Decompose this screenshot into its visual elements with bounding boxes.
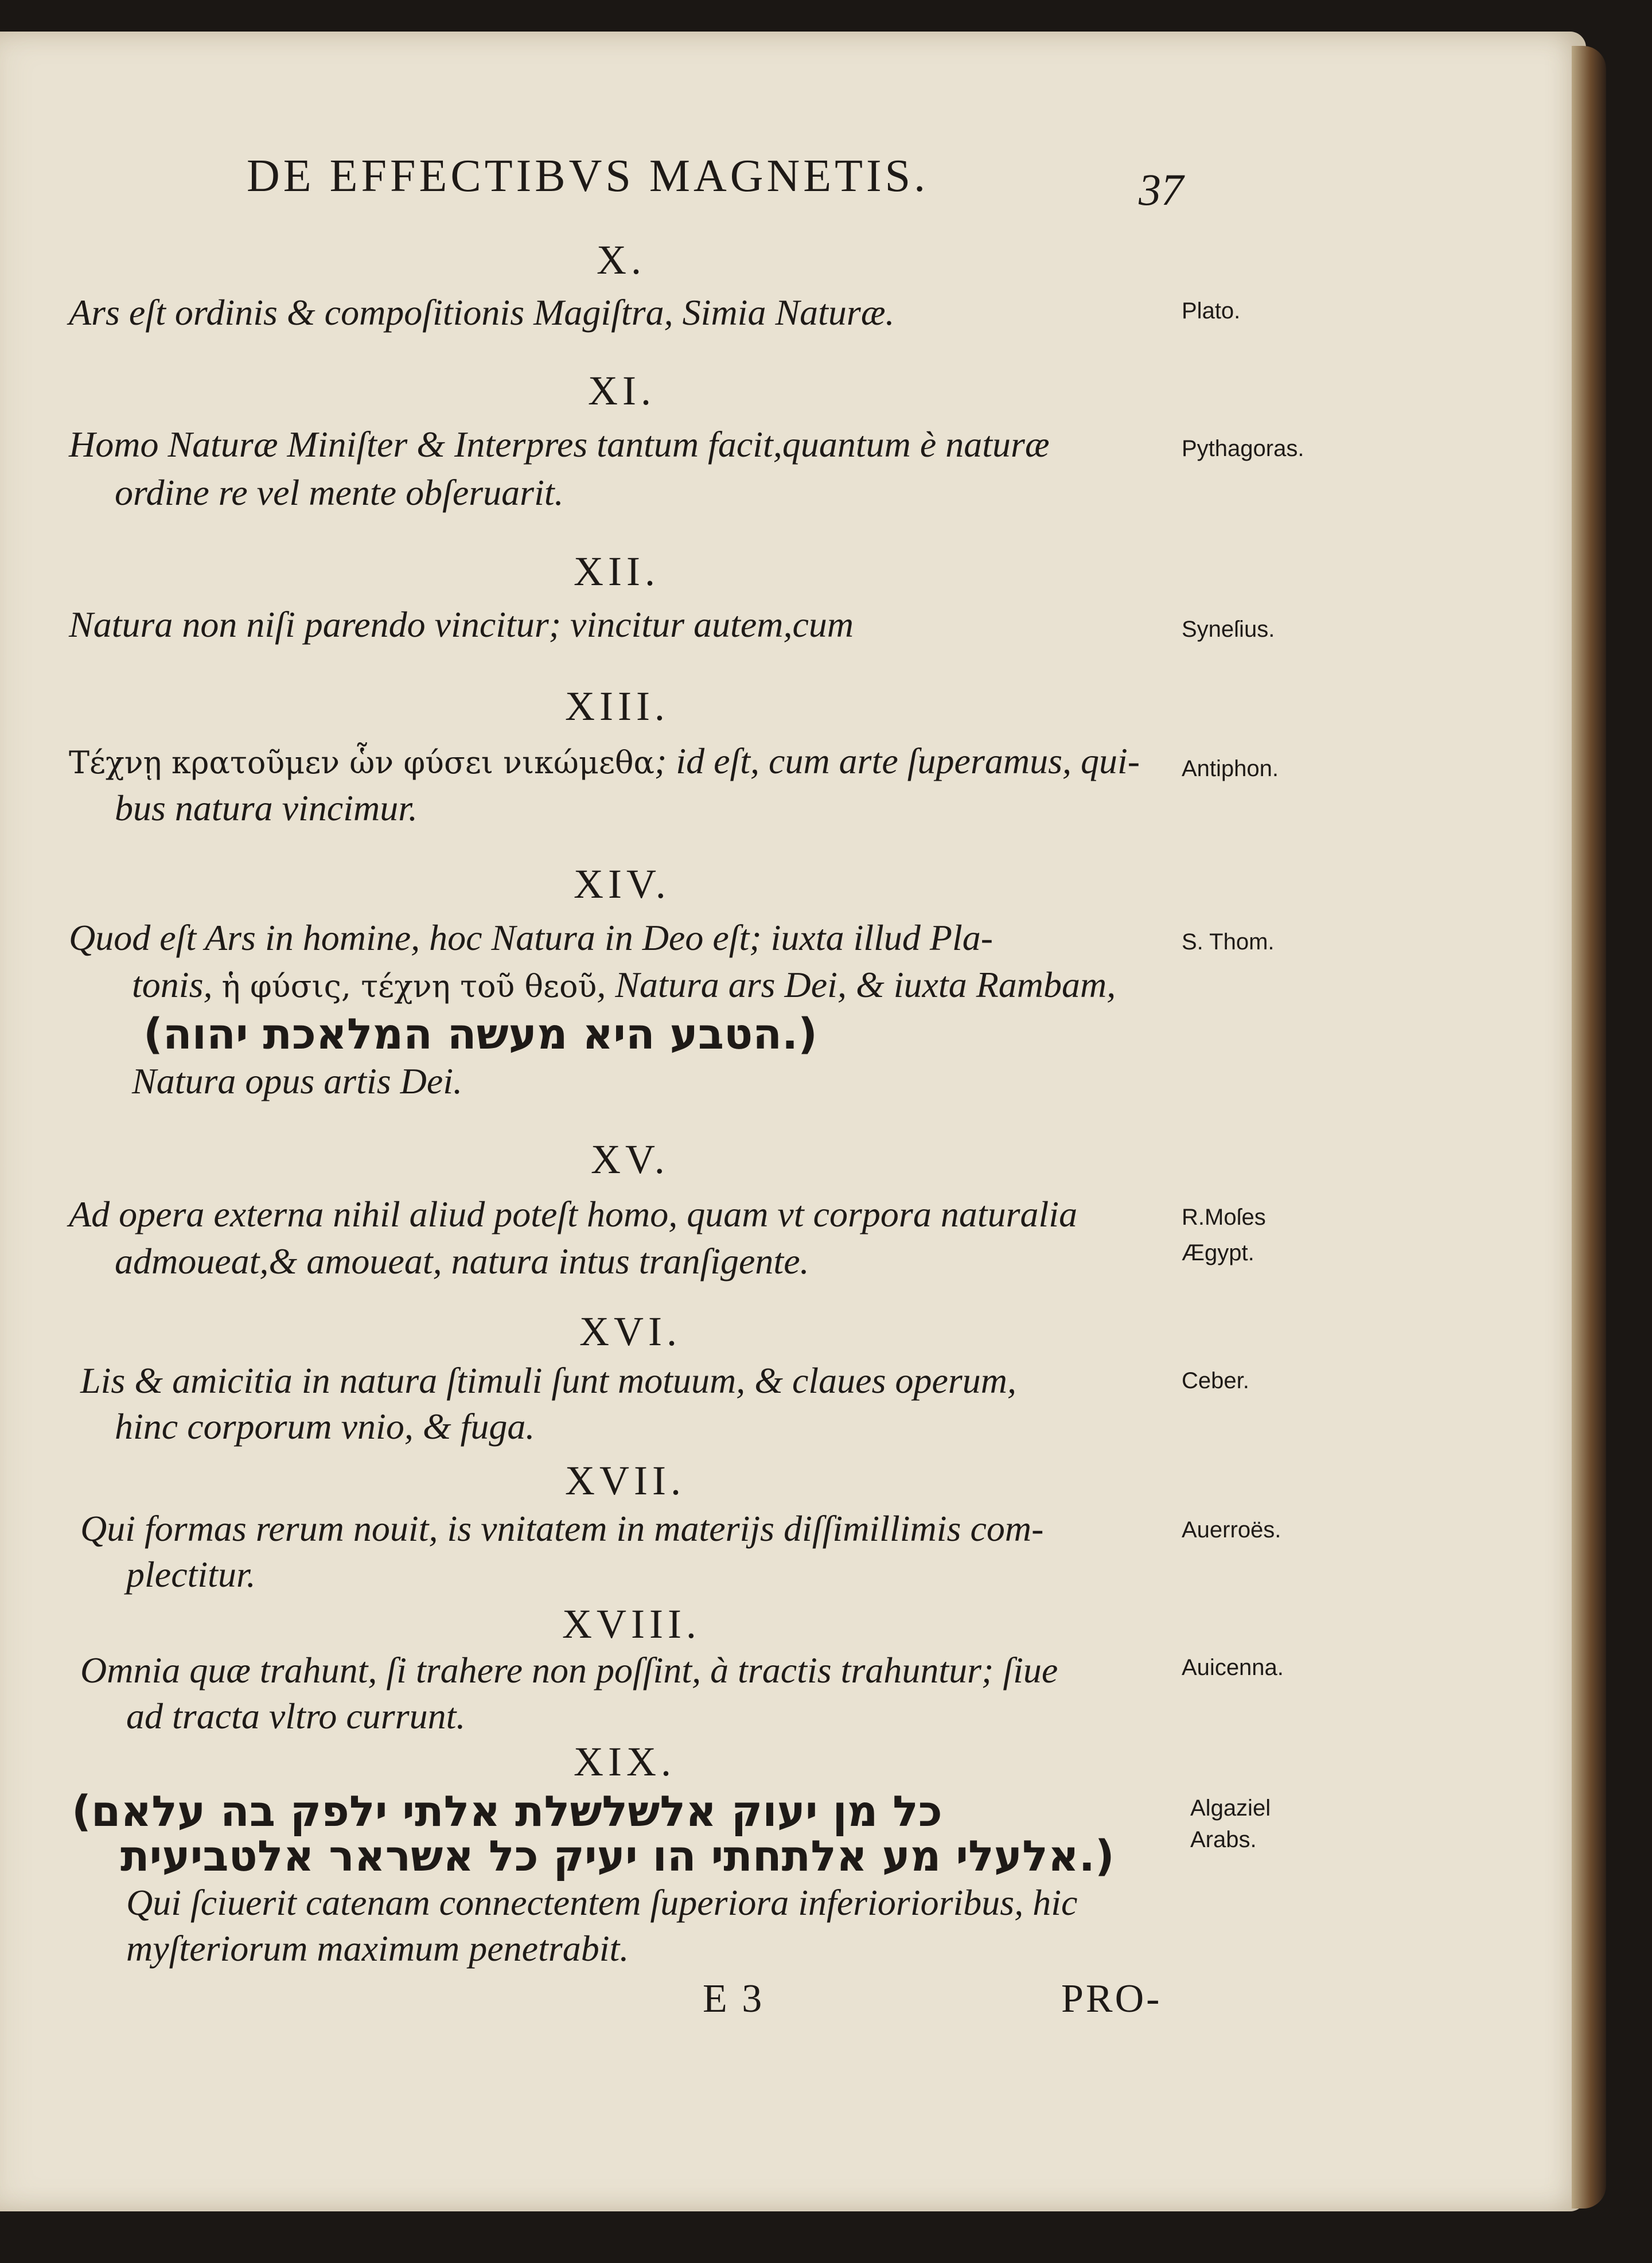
aphorism-line: Homo Naturæ Miniſter & Interpres tantum facit,quantum è naturæ [69,424,1050,465]
aphorism-line: Natura non niſi parendo vincitur; vincitur autem,cum [69,604,854,645]
section-numeral: XVI. [579,1308,681,1354]
aphorism-line: Ars eſt ordinis & compoſitionis Magiſtra, Simia Naturæ. [69,292,895,333]
aphorism-text: tonis, [132,964,213,1005]
hebrew-quotation: אלעלי מע אלתחתי הו יעיק כל אשראר אלטביעית.) [120,1832,1115,1881]
page-edge [1572,46,1606,2209]
section-numeral: XV. [591,1136,669,1182]
source-attribution: Auerroës. [1182,1517,1281,1543]
page-number: 37 [1139,165,1183,215]
aphorism-line: Ad opera externa nihil aliud poteſt homo, quam vt corpora naturalia [69,1194,1078,1234]
aphorism-line: Qui ſciuerit catenam connectentem ſuperiora inferiorioribus, hic [126,1882,1078,1923]
section-numeral: XVIII. [562,1601,701,1647]
section-numeral: XI. [588,368,656,414]
source-attribution: Algaziel [1190,1795,1271,1821]
source-attribution: Auicenna. [1182,1655,1284,1680]
section-numeral: X. [597,237,646,283]
section-numeral: XVII. [565,1458,685,1504]
aphorism-text: ; id eſt, cum arte ſuperamus, qui- [654,741,1140,781]
aphorism-line: ad tracta vltro currunt. [126,1696,466,1736]
catchword: PRO- [1061,1977,1162,2021]
running-title: DE EFFECTIBVS MAGNETIS. [247,151,929,201]
aphorism-line: Quod eſt Ars in homine, hoc Natura in Deo eſt; iuxta illud Pla- [69,917,993,958]
section-numeral: XIII. [565,683,669,729]
aphorism-line: admoueat,& amoueat, natura intus tranſigente. [115,1241,809,1282]
source-attribution: R.Moſes [1182,1205,1266,1230]
section-numeral: XIX. [574,1739,676,1785]
greek-quotation: Τέχνῃ κρατοῦμεν ὧν φύσει νικώμεθα [69,745,654,781]
source-attribution: Pythagoras. [1182,436,1304,461]
source-attribution: Antiphon. [1182,756,1279,781]
hebrew-quotation: (הטבע היא מעשה המלאכת יהוה.) [143,1010,817,1059]
hebrew-quotation: (כל מן יעוק אלשלשלת אלתי ילפק בה עלאם [72,1787,942,1836]
source-attribution: Plato. [1182,298,1241,324]
aphorism-line: bus natura vincimur. [115,788,418,828]
aphorism-line: Natura opus artis Dei. [132,1061,463,1101]
aphorism-line: plectitur. [126,1554,256,1595]
aphorism-line: ordine re vel mente obſeruarit. [115,472,564,513]
section-numeral: XIV. [574,861,671,907]
aphorism-line [132,964,1116,1006]
aphorism-line: Omnia quæ trahunt, ſi trahere non poſſint, à tractis trahuntur; ſiue [80,1650,1058,1691]
aphorism-text: , Natura ars Dei, & iuxta Rambam, [597,964,1116,1005]
aphorism-line: myſteriorum maximum penetrabit. [126,1928,629,1969]
source-attribution: Syneſius. [1182,617,1275,642]
section-numeral: XII. [574,548,660,594]
source-attribution: Arabs. [1190,1827,1257,1852]
source-attribution: Ægypt. [1182,1240,1254,1265]
aphorism-line: Qui formas rerum nouit, is vnitatem in materijs diſſimillimis com- [80,1508,1044,1549]
greek-quotation: ἡ φύσις, τέχνη τοῦ θεοῦ [221,968,597,1004]
source-attribution: Ceber. [1182,1368,1249,1393]
aphorism-line [69,740,1140,782]
aphorism-line: Lis & amicitia in natura ſtimuli ſunt motuum, & claues operum, [80,1360,1016,1401]
aphorism-line: hinc corporum vnio, & fuga. [115,1406,535,1447]
signature-mark: E 3 [703,1977,765,2021]
source-attribution: S. Thom. [1182,929,1275,955]
